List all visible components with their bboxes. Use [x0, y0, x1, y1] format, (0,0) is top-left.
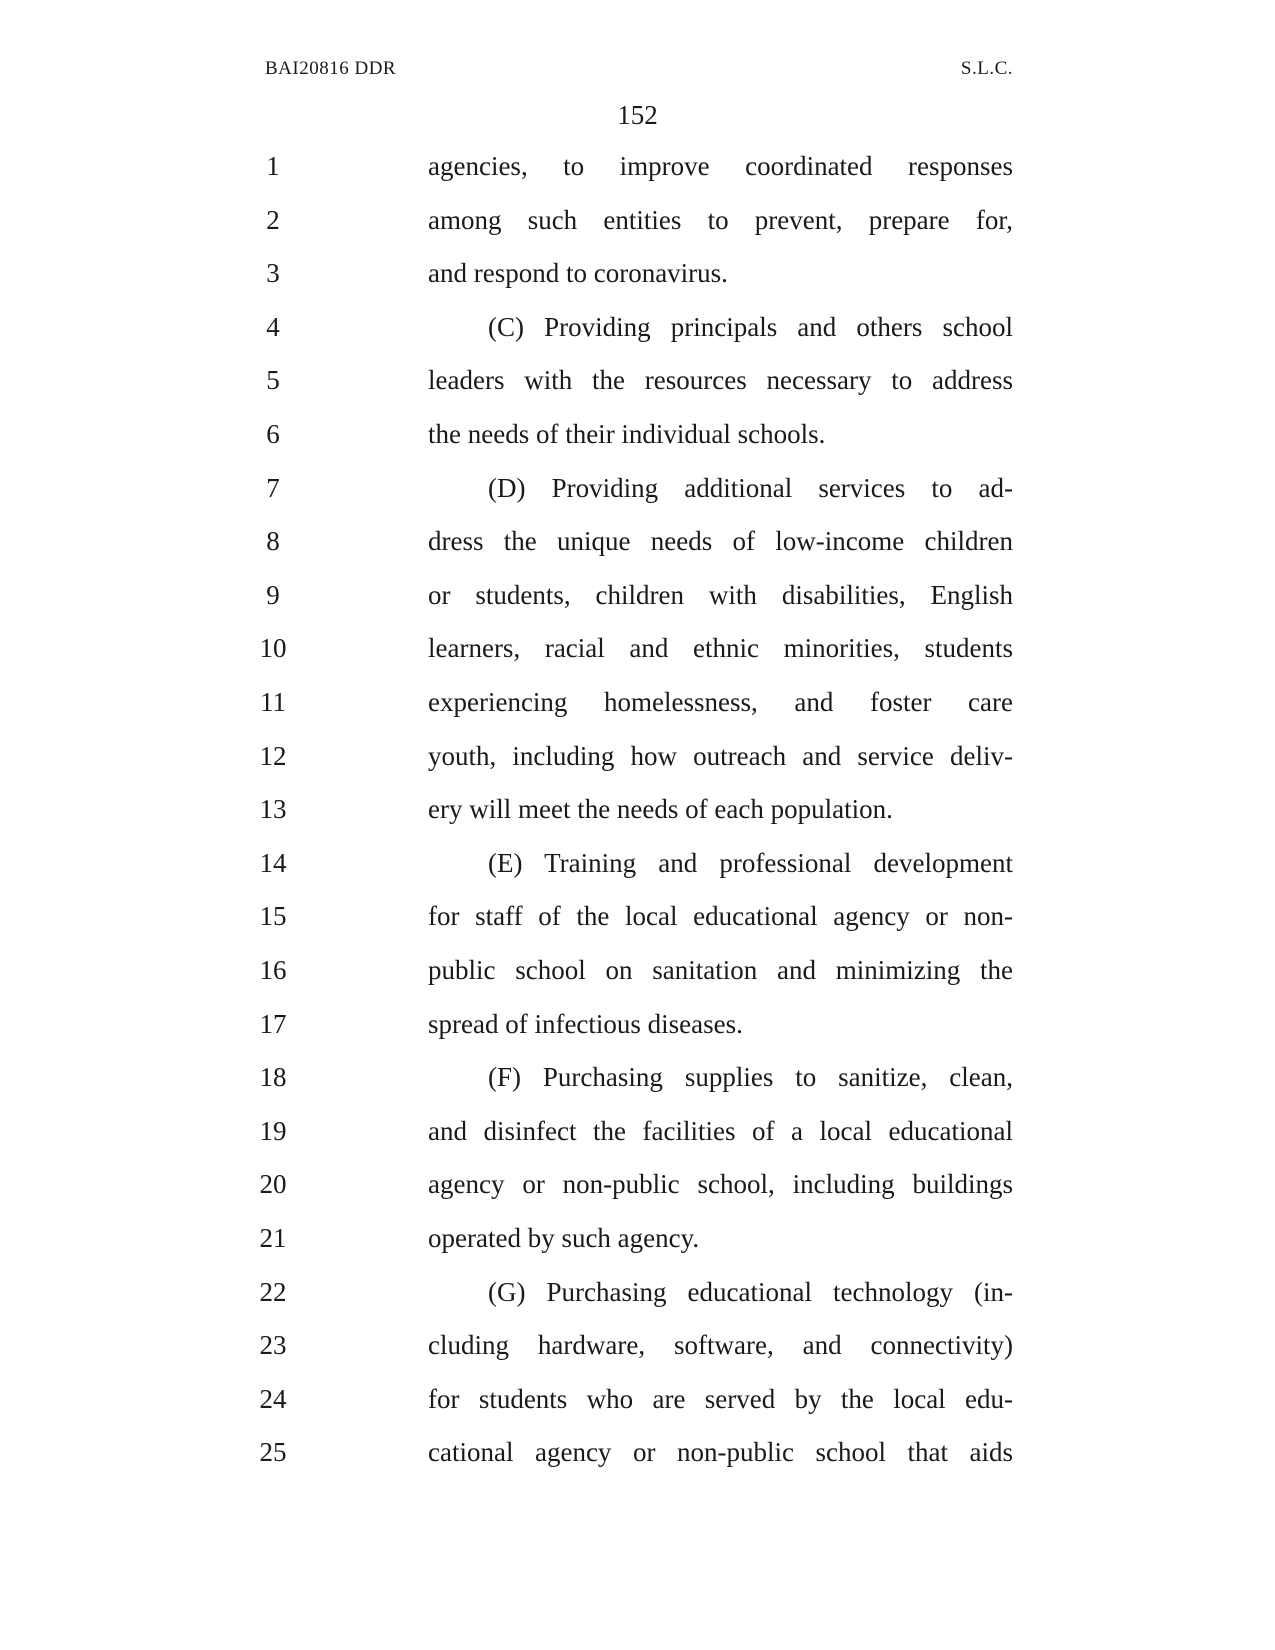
text-line: [0, 1272, 1275, 1312]
line-text: (E) Training and professional development: [488, 847, 1013, 878]
line-number: 10: [259, 633, 287, 664]
line-number: 11: [260, 687, 286, 717]
line-text: leaders with the resources necessary to address: [428, 365, 1013, 396]
text-line: [0, 468, 1275, 508]
line-text: dress the unique needs of low-income children: [428, 526, 1013, 557]
text-line: [0, 253, 1275, 293]
line-number: 1: [266, 151, 280, 181]
line-number: 13: [259, 794, 287, 825]
text-line: [0, 950, 1275, 990]
line-number: 21: [259, 1223, 287, 1253]
line-text: and disinfect the facilities of a local educational: [428, 1115, 1013, 1146]
line-number: 5: [266, 365, 280, 396]
line-number: 4: [266, 311, 280, 342]
text-line: [0, 1057, 1275, 1097]
line-number: 2: [266, 204, 280, 235]
line-number: 9: [266, 579, 280, 610]
line-number: 22: [259, 1276, 287, 1307]
line-text: or students, children with disabilities, English: [428, 579, 1013, 610]
line-text: agencies, to improve coordinated responses: [428, 151, 1013, 181]
line-number: 23: [259, 1330, 287, 1361]
text-line: [0, 1004, 1275, 1044]
text-line: [0, 896, 1275, 936]
line-text: among such entities to prevent, prepare for,: [428, 204, 1013, 235]
text-line: [0, 628, 1275, 668]
text-line: [0, 307, 1275, 347]
line-text: ery will meet the needs of each population.: [428, 794, 893, 825]
line-text: for students who are served by the local edu-: [428, 1383, 1013, 1414]
text-line: [0, 1218, 1275, 1258]
text-line: [0, 843, 1275, 883]
line-text: for staff of the local educational agency or non-: [428, 901, 1013, 932]
text-line: [0, 682, 1275, 722]
line-text: the needs of their individual schools.: [428, 419, 826, 449]
text-line: [0, 1325, 1275, 1365]
office-code: S.L.C.: [960, 58, 1013, 79]
line-number: 17: [259, 1008, 287, 1039]
text-line: [0, 414, 1275, 454]
text-line: [0, 1379, 1275, 1419]
text-line: [0, 521, 1275, 561]
line-text: youth, including how outreach and service deliv-: [428, 740, 1013, 771]
line-text: public school on sanitation and minimizing the: [428, 955, 1013, 985]
line-text: (D) Providing additional services to ad-: [488, 472, 1013, 503]
text-line: [0, 360, 1275, 400]
text-line: [0, 146, 1275, 186]
line-number: 18: [259, 1062, 287, 1093]
line-number: 19: [259, 1115, 287, 1146]
line-number: 7: [266, 472, 280, 503]
line-text: and respond to coronavirus.: [428, 258, 728, 289]
line-text: cluding hardware, software, and connectivity): [428, 1330, 1013, 1361]
line-text: cational agency or non-public school that aids: [428, 1437, 1013, 1468]
line-number: 15: [259, 901, 287, 932]
line-text: spread of infectious diseases.: [428, 1008, 743, 1039]
line-text: agency or non-public school, including buildings: [428, 1169, 1013, 1200]
line-text: (F) Purchasing supplies to sanitize, clean,: [488, 1062, 1013, 1093]
page-number: 152: [617, 100, 658, 130]
line-number: 25: [259, 1437, 287, 1468]
text-line: [0, 1432, 1275, 1472]
text-line: [0, 1111, 1275, 1151]
line-text: (G) Purchasing educational technology (in-: [488, 1276, 1013, 1307]
line-text: (C) Providing principals and others school: [488, 311, 1013, 342]
document-id: BAI20816 DDR: [265, 58, 397, 79]
text-line: [0, 575, 1275, 615]
text-line: [0, 736, 1275, 776]
line-text: learners, racial and ethnic minorities, students: [428, 633, 1013, 664]
text-line: [0, 200, 1275, 240]
line-number: 6: [266, 419, 280, 449]
text-line: [0, 1164, 1275, 1204]
line-number: 8: [266, 526, 280, 557]
line-number: 20: [259, 1169, 287, 1200]
text-line: [0, 789, 1275, 829]
line-number: 14: [259, 847, 287, 878]
line-number: 24: [259, 1383, 287, 1414]
line-number: 16: [259, 955, 287, 985]
line-text: operated by such agency.: [428, 1223, 700, 1253]
line-number: 3: [266, 258, 280, 289]
line-text: experiencing homelessness, and foster care: [428, 687, 1013, 717]
line-number: 12: [259, 740, 287, 771]
